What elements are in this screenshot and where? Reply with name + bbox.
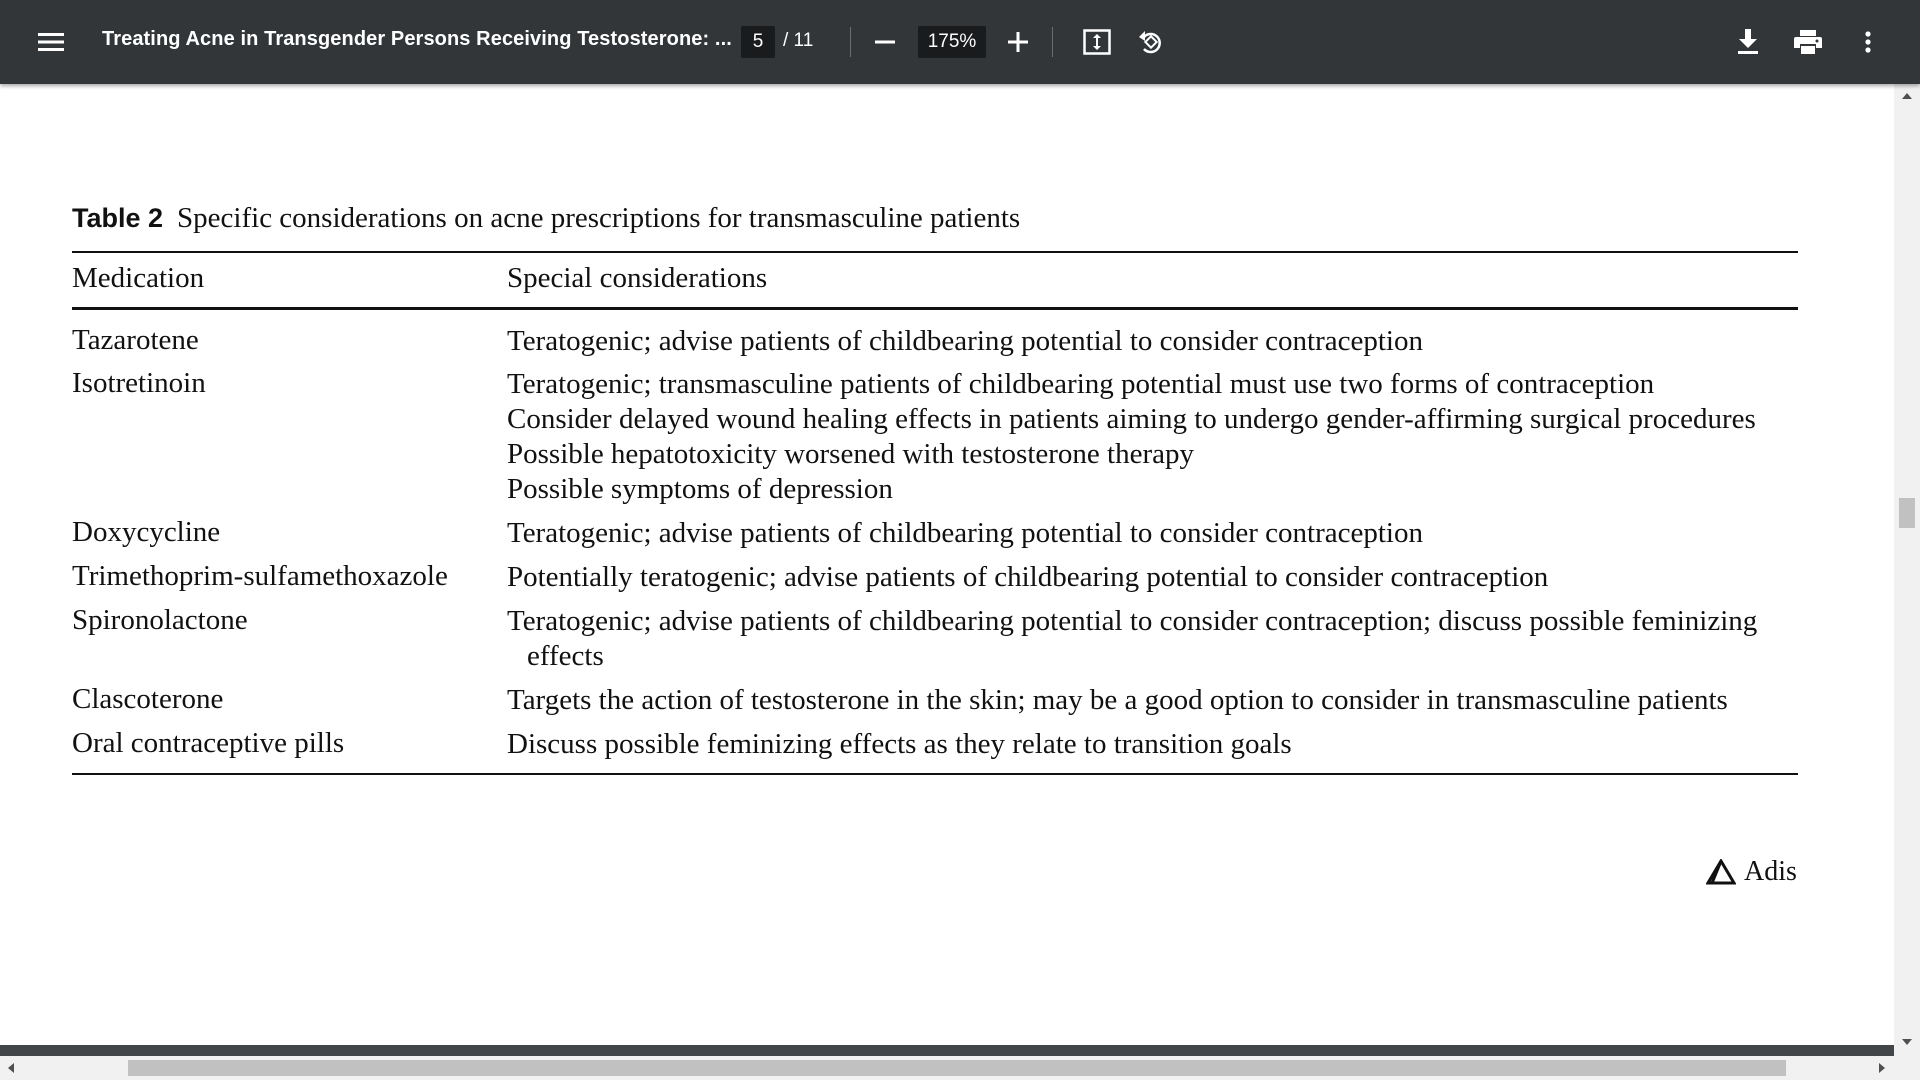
print-button[interactable] bbox=[1788, 22, 1828, 62]
document-title: Treating Acne in Transgender Persons Receiving Testosterone: ... bbox=[102, 28, 732, 50]
adis-triangle-icon bbox=[1706, 859, 1736, 885]
considerations-cell bbox=[507, 683, 1728, 718]
toolbar-divider bbox=[1052, 27, 1053, 57]
scroll-up-arrow-icon bbox=[1901, 92, 1913, 100]
table-header-medication: Medication bbox=[72, 262, 205, 294]
rotate-button[interactable] bbox=[1131, 22, 1171, 62]
medication-cell: Oral contraceptive pills bbox=[72, 727, 345, 759]
minus-icon bbox=[875, 40, 895, 44]
page-number-input[interactable] bbox=[741, 26, 775, 58]
toolbar-divider bbox=[850, 27, 851, 57]
consideration-line: Teratogenic; advise patients of childbearing potential to consider contraception bbox=[507, 517, 1423, 549]
considerations-cell bbox=[507, 560, 1548, 595]
table-caption-text: Specific considerations on acne prescriptions for transmasculine patients bbox=[177, 202, 1021, 234]
medication-cell: Tazarotene bbox=[72, 324, 199, 356]
fit-to-page-icon bbox=[1083, 29, 1111, 55]
publisher-logo-text: Adis bbox=[1744, 856, 1797, 887]
table-header-rule bbox=[72, 307, 1798, 310]
table-bottom-rule bbox=[72, 773, 1798, 775]
page-gap bbox=[0, 1045, 1894, 1056]
publisher-logo bbox=[1706, 856, 1797, 888]
download-button[interactable] bbox=[1728, 22, 1768, 62]
medication-cell: Trimethoprim-sulfamethoxazole bbox=[72, 560, 448, 592]
pdf-viewer[interactable] bbox=[0, 84, 1894, 1056]
more-vertical-icon bbox=[1865, 31, 1871, 53]
consideration-line: Discuss possible feminizing effects as they relate to transition goals bbox=[507, 728, 1292, 760]
scroll-right-arrow-icon bbox=[1878, 1062, 1886, 1074]
medication-cell: Clascoterone bbox=[72, 683, 224, 715]
consideration-line: Teratogenic; advise patients of childbearing potential to consider contraception bbox=[507, 325, 1423, 357]
rotate-counterclockwise-icon bbox=[1137, 28, 1165, 56]
considerations-cell bbox=[507, 516, 1423, 551]
zoom-out-button[interactable] bbox=[865, 22, 905, 62]
considerations-cell bbox=[507, 367, 1756, 507]
vertical-scrollbar-thumb[interactable] bbox=[1899, 498, 1915, 528]
scroll-down-arrow-icon bbox=[1901, 1038, 1913, 1046]
medication-cell: Spironolactone bbox=[72, 604, 248, 636]
considerations-cell bbox=[507, 727, 1292, 762]
horizontal-scrollbar-thumb[interactable] bbox=[128, 1060, 1786, 1076]
consideration-line: effects bbox=[527, 640, 604, 672]
consideration-line: Teratogenic; advise patients of childbearing potential to consider contraception; discuss possible feminizing bbox=[507, 605, 1758, 637]
scroll-left-arrow-icon bbox=[7, 1062, 15, 1074]
consideration-line: Targets the action of testosterone in the skin; may be a good option to consider in transmasculine patients bbox=[507, 684, 1728, 716]
medication-cell: Doxycycline bbox=[72, 516, 221, 548]
consideration-line: Possible symptoms of depression bbox=[507, 473, 893, 505]
table-caption bbox=[72, 202, 1020, 235]
fit-to-page-button[interactable] bbox=[1077, 22, 1117, 62]
download-icon bbox=[1737, 29, 1759, 55]
table-top-rule bbox=[72, 251, 1798, 253]
hamburger-menu-icon[interactable] bbox=[34, 24, 68, 60]
table-label: Table 2 bbox=[72, 203, 164, 233]
zoom-level-input[interactable] bbox=[918, 26, 986, 58]
more-options-button[interactable] bbox=[1848, 22, 1888, 62]
zoom-in-button[interactable] bbox=[998, 22, 1038, 62]
consideration-line: Possible hepatotoxicity worsened with testosterone therapy bbox=[507, 438, 1194, 470]
vertical-scrollbar[interactable] bbox=[1894, 84, 1920, 1056]
plus-icon bbox=[1008, 32, 1028, 52]
pdf-page bbox=[0, 84, 1894, 1045]
horizontal-scrollbar[interactable] bbox=[0, 1056, 1920, 1080]
consideration-line: Consider delayed wound healing effects in patients aiming to undergo gender-affirming surgical procedures bbox=[507, 403, 1756, 435]
consideration-line: Potentially teratogenic; advise patients of childbearing potential to consider contraception bbox=[507, 561, 1549, 593]
considerations-cell bbox=[507, 604, 1757, 674]
print-icon bbox=[1794, 30, 1822, 54]
considerations-cell bbox=[507, 324, 1423, 359]
medication-cell: Isotretinoin bbox=[72, 367, 206, 399]
table-header-considerations: Special considerations bbox=[507, 262, 768, 294]
pdf-toolbar bbox=[0, 0, 1920, 84]
page-total: / 11 bbox=[783, 30, 814, 51]
consideration-line: Teratogenic; transmasculine patients of childbearing potential must use two forms of contraception bbox=[507, 368, 1655, 400]
